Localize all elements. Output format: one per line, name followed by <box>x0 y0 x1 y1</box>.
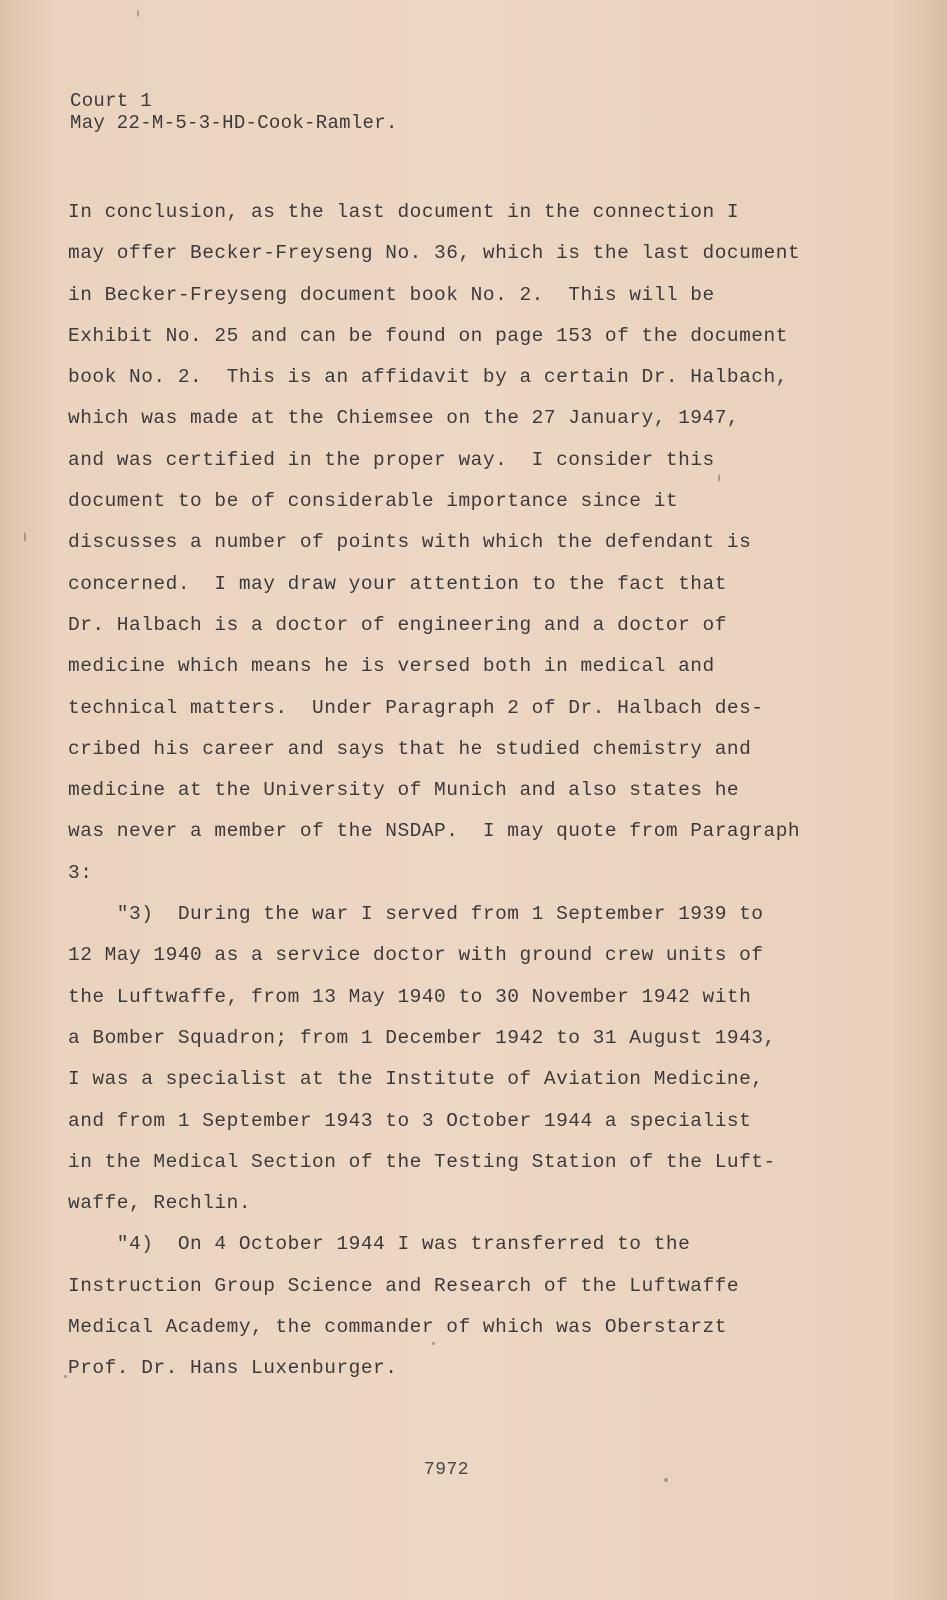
text-line: Exhibit No. 25 and can be found on page 153 of the document <box>68 324 788 347</box>
text-line: 3: <box>68 861 93 884</box>
paper-speck <box>718 474 720 482</box>
text-line: waffe, Rechlin. <box>68 1192 252 1215</box>
text-line: may offer Becker-Freyseng No. 36, which is the last document <box>68 242 801 265</box>
text-line: which was made at the Chiemsee on the 27 January, 1947, <box>68 407 740 430</box>
text-line: discusses a number of points with which the defendant is <box>68 531 752 554</box>
text-line: was never a member of the NSDAP. I may quote from Paragraph <box>68 820 801 843</box>
page-number: 7972 <box>423 1460 470 1480</box>
paper-speck <box>664 1478 668 1482</box>
text-line: in Becker-Freyseng document book No. 2. This will be <box>68 283 715 306</box>
text-line: in the Medical Section of the Testing Station of the Luft- <box>68 1150 776 1173</box>
text-line: Prof. Dr. Hans Luxenburger. <box>68 1357 398 1380</box>
text-line: "3) During the war I served from 1 September 1939 to <box>68 903 764 926</box>
text-line: document to be of considerable importance since it <box>68 490 679 513</box>
text-line: "4) On 4 October 1944 I was transferred to the <box>68 1233 691 1256</box>
text-line: 12 May 1940 as a service doctor with ground crew units of <box>68 944 764 967</box>
text-line: a Bomber Squadron; from 1 December 1942 to 31 August 1943, <box>68 1026 776 1049</box>
text-line: and was certified in the proper way. I consider this <box>68 448 715 471</box>
text-line: cribed his career and says that he studied chemistry and <box>68 737 752 760</box>
text-line: Medical Academy, the commander of which was Oberstarzt <box>68 1316 727 1339</box>
text-line: I was a specialist at the Institute of Aviation Medicine, <box>68 1068 764 1091</box>
text-line: technical matters. Under Paragraph 2 of Dr. Halbach des- <box>68 696 764 719</box>
transcript-body <box>68 192 828 1390</box>
text-line: Dr. Halbach is a doctor of engineering and a doctor of <box>68 613 727 636</box>
paper-speck <box>137 10 139 17</box>
text-line: Instruction Group Science and Research of the Luftwaffe <box>68 1274 740 1297</box>
text-line: medicine which means he is versed both in medical and <box>68 655 715 678</box>
text-line: and from 1 September 1943 to 3 October 1944 a specialist <box>68 1109 752 1132</box>
text-line: concerned. I may draw your attention to the fact that <box>68 572 727 595</box>
document-header <box>70 90 398 134</box>
paper-speck <box>24 532 26 542</box>
court-label: Court 1 <box>70 90 152 112</box>
text-line: the Luftwaffe, from 13 May 1940 to 30 November 1942 with <box>68 985 752 1008</box>
text-line: book No. 2. This is an affidavit by a certain Dr. Halbach, <box>68 366 788 389</box>
session-reference: May 22-M-5-3-HD-Cook-Ramler. <box>70 112 398 134</box>
text-line: In conclusion, as the last document in the connection I <box>68 201 740 223</box>
text-line: medicine at the University of Munich and also states he <box>68 779 740 802</box>
paper-speck <box>432 1342 435 1345</box>
paper-speck <box>64 1375 67 1378</box>
